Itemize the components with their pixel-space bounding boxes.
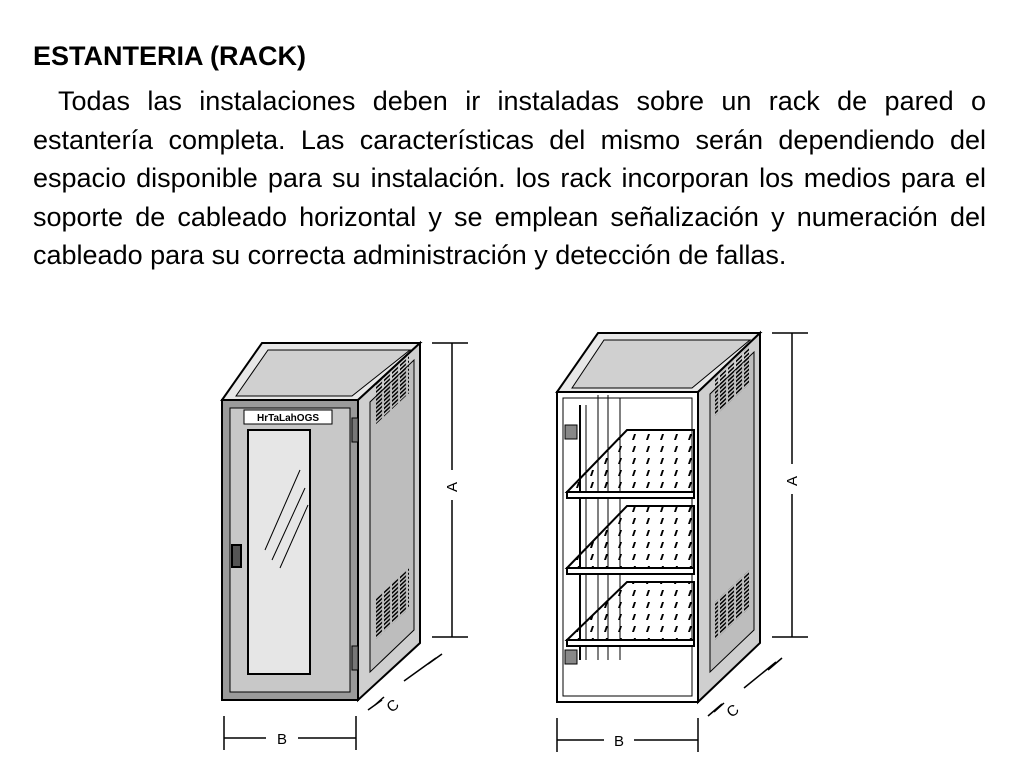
- open-rack-dim-a: A: [784, 475, 801, 487]
- slide-title: ESTANTERIA (RACK): [33, 41, 306, 71]
- open-rack: [557, 333, 760, 702]
- slide-paragraph: Todas las instalaciones deben ir instaladas sobre un rack de pared o estantería completa. Las características del mismo serán dependiendo del espacio disponible para su instalación. los rack incorporan los medios para el soporte de cableado horizontal y se emplean señalización y numeración del cableado para su correcta administración y detección de fallas.: [33, 86, 986, 270]
- closed-rack-dim-b: B: [276, 731, 288, 748]
- closed-rack-dim-c: C: [383, 696, 403, 717]
- open-rack-dim-c: C: [723, 701, 743, 722]
- closed-rack-handle: [232, 545, 241, 567]
- rack-illustration: [200, 325, 820, 765]
- closed-rack: [222, 343, 420, 700]
- open-rack-dim-b: B: [613, 733, 625, 750]
- closed-rack-glass: [248, 430, 310, 674]
- closed-rack-dim-a: A: [444, 481, 461, 493]
- closed-rack-brand: HrTaLahOGS: [256, 413, 320, 424]
